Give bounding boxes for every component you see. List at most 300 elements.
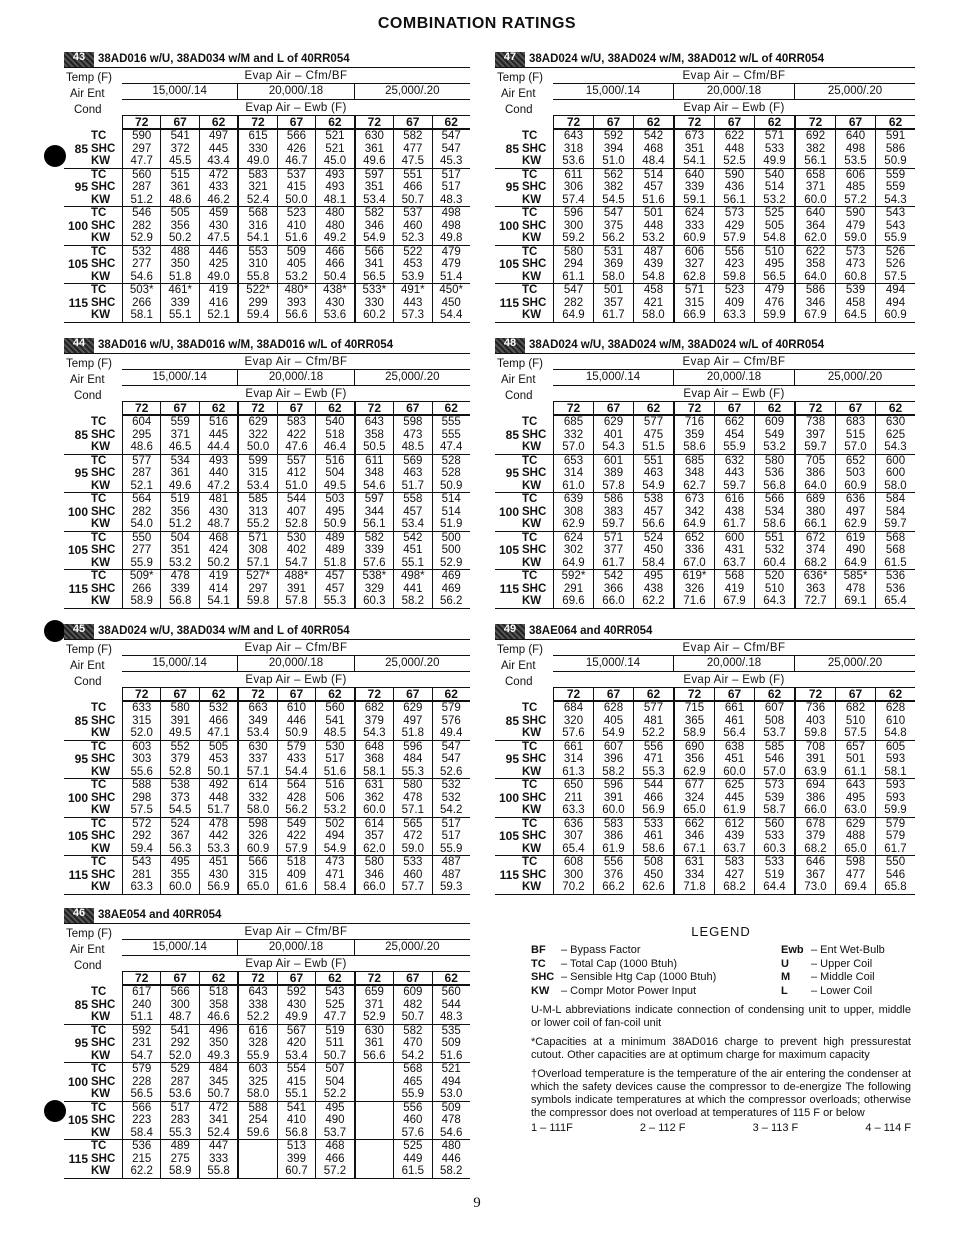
values — [123, 246, 470, 284]
value-cell: 55.3 — [633, 766, 673, 779]
value-cell — [354, 1088, 393, 1101]
temp-block — [495, 455, 915, 494]
value-cell: 51.7 — [199, 804, 237, 817]
value-cell: 603 — [237, 1063, 276, 1076]
temp-block — [64, 493, 470, 532]
air-ent-temp: 85 — [74, 713, 88, 728]
values — [554, 856, 915, 894]
value-cell: 480 — [315, 220, 353, 233]
table-grid — [495, 640, 915, 702]
temp-block — [64, 284, 470, 323]
value-cell: 450 — [633, 869, 673, 882]
value-cell: 47.6 — [277, 441, 315, 454]
value-cell: 476 — [754, 297, 794, 310]
value-cell: 48.5 — [393, 441, 431, 454]
value-cell: 678 — [794, 818, 835, 831]
row-label: TC — [91, 168, 107, 181]
value-cell: 596 — [563, 207, 584, 219]
value-cell: 53.9 — [393, 271, 431, 284]
ewb-column: 67 — [160, 972, 198, 984]
value-cell: 592 — [277, 986, 315, 999]
values — [123, 455, 470, 493]
value-cell: 43.4 — [199, 155, 237, 168]
row-label: KW — [522, 155, 542, 167]
value-cell: 622 — [714, 130, 754, 143]
cfm-header: Evap Air – Cfm/BF — [553, 354, 915, 370]
ewb-column: 67 — [393, 688, 431, 700]
value-cell: 448 — [633, 220, 673, 233]
temp-block — [495, 741, 915, 780]
value-cell: 738 — [794, 416, 835, 429]
cfm-group: 25,000/.20 — [794, 84, 915, 99]
value-cell: 421 — [633, 297, 673, 310]
value-cell: 54.1 — [237, 232, 276, 245]
value-cell: 628 — [593, 702, 633, 715]
cfm-group: 15,000/.14 — [585, 85, 641, 97]
value-cell: 420 — [277, 1037, 315, 1050]
value-cell: 636 — [563, 817, 584, 830]
value-cell: 532 — [132, 245, 152, 258]
value-cell: 519 — [754, 869, 794, 882]
temp-block — [495, 493, 915, 532]
air-ent-temp: 95 — [505, 180, 519, 195]
row-label: SHC — [91, 714, 116, 727]
value-cell: 584 — [875, 506, 915, 519]
value-cell: 430 — [199, 506, 237, 519]
value-row — [123, 856, 470, 869]
value-row — [554, 455, 915, 468]
value-cell: 498 — [432, 220, 470, 233]
value-cell: 516 — [315, 455, 353, 468]
values — [123, 1025, 470, 1063]
temp-block — [64, 169, 470, 208]
row-label: SHC — [91, 868, 116, 881]
ewb-column: 67 — [393, 116, 431, 128]
value-cell: 533 — [393, 856, 431, 869]
value-cell: 341 — [354, 258, 393, 271]
cond-label: Cond — [74, 104, 102, 116]
value-cell: 410 — [277, 220, 315, 233]
value-cell: 472 — [199, 169, 237, 182]
value-cell: 564 — [277, 779, 315, 792]
value-cell: 610 — [875, 715, 915, 728]
value-cell: 538 — [633, 493, 673, 506]
value-cell: 572 — [132, 817, 152, 830]
value-row — [123, 702, 470, 715]
value-cell: 49.3 — [199, 1050, 237, 1063]
value-cell: 52.0 — [130, 727, 153, 739]
value-cell: 356 — [673, 753, 714, 766]
value-cell: 52.2 — [315, 1088, 353, 1101]
value-cell: 593 — [875, 779, 915, 792]
value-cell: 652 — [673, 532, 714, 545]
value-cell: 682 — [354, 702, 393, 715]
value-row — [123, 207, 470, 220]
value-cell: 56.9 — [633, 804, 673, 817]
value-cell: 66.2 — [593, 881, 633, 894]
values — [123, 818, 470, 856]
header-labels — [64, 68, 122, 125]
table-title — [495, 624, 915, 640]
value-cell: 330 — [354, 297, 393, 310]
value-cell: 412 — [277, 467, 315, 480]
value-cell: 438 — [714, 506, 754, 519]
value-cell: 685 — [563, 416, 584, 428]
value-cell: 382 — [794, 143, 835, 156]
value-cell: 566 — [754, 493, 794, 506]
value-row — [123, 741, 470, 754]
row-labels — [88, 284, 123, 322]
value-cell: 692 — [794, 130, 835, 143]
value-cell: 536 — [132, 1140, 152, 1152]
value-row — [554, 284, 915, 297]
value-cell: 50.2 — [199, 557, 237, 570]
row-label: SHC — [91, 142, 116, 155]
value-cell: 690 — [673, 741, 714, 754]
value-cell: 55.9 — [432, 843, 470, 856]
value-cell: 580 — [754, 455, 794, 468]
values — [123, 986, 470, 1024]
value-row — [123, 258, 470, 271]
row-labels — [88, 130, 123, 168]
value-cell: 56.9 — [199, 881, 237, 894]
value-cell: 553 — [237, 246, 276, 259]
ewb-column: 62 — [875, 116, 915, 128]
value-cell: 661 — [563, 740, 584, 753]
value-row — [554, 869, 915, 882]
value-cell: 650 — [563, 779, 584, 791]
value-cell: 518 — [199, 986, 237, 999]
value-cell: 479 — [754, 284, 794, 297]
legend-term: KW — [531, 984, 550, 997]
value-cell: 480 — [315, 207, 353, 220]
header-labels — [64, 924, 122, 981]
table-title — [64, 52, 470, 68]
value-cell: 56.8 — [160, 595, 198, 608]
value-cell: 454 — [714, 429, 754, 442]
value-cell: 601 — [593, 455, 633, 468]
value-row — [123, 169, 470, 182]
value-cell: 673 — [673, 130, 714, 143]
value-cell: 431 — [714, 544, 754, 557]
value-cell: 63.3 — [130, 881, 153, 893]
value-cell: 502 — [315, 818, 353, 831]
value-cell: 537 — [277, 169, 315, 182]
row-label: SHC — [522, 219, 547, 232]
value-cell: 648 — [354, 741, 393, 754]
value-cell: 599 — [237, 455, 276, 468]
value-cell: 551 — [393, 169, 431, 182]
value-cell: 326 — [673, 583, 714, 596]
value-cell: 628 — [875, 702, 915, 715]
value-cell: 518 — [315, 429, 353, 442]
value-row — [123, 1102, 470, 1115]
value-cell: 386 — [593, 830, 633, 843]
value-cell: 505 — [160, 207, 198, 220]
value-cell: 332 — [563, 428, 584, 441]
value-cell: 61.6 — [277, 881, 315, 894]
value-cell: 55.3 — [315, 595, 353, 608]
cond-label: Cond — [505, 104, 533, 116]
legend-term: U — [781, 957, 789, 970]
ewb-column: 72 — [794, 116, 835, 128]
temp-block — [64, 986, 470, 1025]
value-row — [554, 506, 915, 519]
value-cell: 63.9 — [794, 766, 835, 779]
value-row — [554, 818, 915, 831]
value-cell: 46.6 — [199, 1011, 237, 1024]
value-cell: 57.2 — [315, 1165, 353, 1178]
value-cell: 501 — [633, 207, 673, 220]
value-cell: 517 — [315, 753, 353, 766]
ewb-column: 72 — [237, 972, 276, 984]
rating-table-49 — [495, 624, 915, 895]
table-grid — [495, 354, 915, 416]
value-row — [554, 702, 915, 715]
value-cell: 56.5 — [754, 271, 794, 284]
value-cell: 61.1 — [835, 766, 875, 779]
value-cell: 59.0 — [835, 232, 875, 245]
value-cell: 414 — [199, 583, 237, 596]
ewb-columns — [122, 688, 470, 702]
value-row — [123, 441, 470, 454]
value-cell: 55.1 — [393, 557, 431, 570]
value-row — [554, 181, 915, 194]
row-label: TC — [522, 817, 538, 830]
value-cell: 55.3 — [393, 766, 431, 779]
ewb-columns — [553, 116, 915, 130]
value-cell: 521 — [315, 143, 353, 156]
value-cell: 568 — [393, 1063, 431, 1076]
row-labels — [88, 532, 123, 570]
value-cell: 538 — [160, 779, 198, 792]
value-cell: 554 — [277, 1063, 315, 1076]
value-cell: 556 — [714, 246, 754, 259]
row-label: KW — [522, 804, 542, 816]
value-cell: 57.6 — [354, 557, 393, 570]
value-cell: 375 — [593, 220, 633, 233]
value-cell: 493 — [315, 169, 353, 182]
value-cell: 484 — [199, 1063, 237, 1076]
value-cell: 338 — [237, 999, 276, 1012]
value-cell: 56.5 — [130, 1088, 153, 1100]
value-row — [554, 830, 915, 843]
value-cell: 49.6 — [160, 480, 198, 493]
row-labels — [88, 493, 123, 531]
value-row — [123, 181, 470, 194]
value-cell: 54.5 — [593, 194, 633, 207]
value-cell: 228 — [132, 1075, 152, 1088]
value-cell: 62.2 — [633, 595, 673, 608]
value-cell: 54.3 — [875, 441, 915, 454]
value-cell: 606 — [835, 169, 875, 182]
ewb-column: 72 — [354, 688, 393, 700]
values — [123, 741, 470, 779]
value-cell: 51.6 — [432, 1050, 470, 1063]
row-label: SHC — [522, 142, 547, 155]
value-cell: 351 — [354, 181, 393, 194]
value-cell: 643 — [237, 986, 276, 999]
value-cell: 472 — [199, 1102, 237, 1115]
value-cell: 291 — [563, 582, 584, 595]
value-cell: 491* — [393, 284, 431, 297]
value-cell: 56.2 — [277, 804, 315, 817]
value-cell: 56.6 — [633, 518, 673, 531]
value-cell: 54.5 — [160, 804, 198, 817]
row-labels — [519, 702, 554, 740]
value-cell: 510 — [754, 583, 794, 596]
value-cell: 509 — [432, 1037, 470, 1050]
value-cell: 592 — [593, 130, 633, 143]
row-label: TC — [91, 702, 107, 714]
value-cell: 65.8 — [875, 881, 915, 894]
value-cell: 543 — [315, 986, 353, 999]
value-cell: 584 — [875, 493, 915, 506]
value-cell: 57.7 — [393, 881, 431, 894]
values — [554, 455, 915, 493]
row-label: TC — [522, 130, 538, 142]
value-cell: 69.1 — [835, 595, 875, 608]
value-cell: 401 — [593, 429, 633, 442]
rating-table-44 — [64, 338, 470, 609]
value-cell: 603 — [132, 740, 152, 753]
value-cell: 685 — [673, 455, 714, 468]
value-cell: 495 — [315, 1102, 353, 1115]
value-cell: 716 — [673, 416, 714, 429]
value-cell: 461 — [633, 830, 673, 843]
row-label: KW — [91, 1165, 111, 1177]
value-cell: 51.6 — [277, 232, 315, 245]
value-cell: 580 — [563, 245, 584, 258]
ewb-column: 67 — [593, 116, 633, 128]
value-row — [123, 155, 470, 168]
value-cell — [237, 1140, 276, 1153]
value-cell: 316 — [237, 220, 276, 233]
value-row — [554, 441, 915, 454]
air-ent-temp: 115 — [68, 1151, 88, 1166]
value-row — [123, 1076, 470, 1089]
values — [123, 702, 470, 740]
value-cell: 357 — [593, 297, 633, 310]
value-cell: 505 — [199, 741, 237, 754]
ewb-column: 67 — [277, 402, 315, 414]
value-row — [554, 727, 915, 740]
value-cell: 547 — [432, 753, 470, 766]
value-cell: 547 — [432, 143, 470, 156]
value-cell: 639 — [563, 493, 584, 505]
value-row — [554, 741, 915, 754]
row-label: TC — [91, 779, 107, 791]
value-cell: 364 — [794, 220, 835, 233]
value-cell: 55.8 — [199, 1165, 237, 1178]
value-cell: 615 — [237, 130, 276, 143]
value-cell: 56.3 — [160, 843, 198, 856]
value-cell: 566 — [277, 130, 315, 143]
value-cell: 526 — [875, 258, 915, 271]
value-cell: 53.4 — [277, 1050, 315, 1063]
values — [554, 779, 915, 817]
row-label: SHC — [91, 830, 116, 842]
value-cell: 348 — [354, 467, 393, 480]
value-cell: 60.0 — [794, 194, 835, 207]
value-cell: 67.9 — [794, 309, 835, 322]
value-cell: 579 — [432, 702, 470, 715]
ewb-column: 67 — [835, 402, 875, 414]
value-cell: 629 — [593, 416, 633, 429]
value-cell — [354, 1127, 393, 1140]
value-cell: 51.1 — [130, 1011, 153, 1023]
value-cell: 55.9 — [714, 441, 754, 454]
value-cell: 57.6 — [562, 727, 585, 739]
value-cell: 583 — [277, 416, 315, 429]
value-cell: 397 — [794, 429, 835, 442]
legend-def: – Compr Motor Power Input — [561, 984, 697, 997]
value-cell: 438 — [633, 583, 673, 596]
value-cell: 525 — [393, 1140, 431, 1153]
value-cell: 58.0 — [593, 271, 633, 284]
value-row — [123, 843, 470, 856]
value-cell: 355 — [160, 869, 198, 882]
value-cell: 67.9 — [714, 595, 754, 608]
row-label: KW — [522, 309, 542, 321]
value-cell: 445 — [199, 429, 237, 442]
value-cell: 365 — [673, 715, 714, 728]
value-row — [554, 258, 915, 271]
values — [554, 246, 915, 284]
value-row — [123, 1025, 470, 1038]
value-cell: 47.7 — [130, 155, 153, 167]
value-cell: 689 — [794, 493, 835, 506]
value-cell: 47.5 — [199, 232, 237, 245]
value-cell: 63.0 — [835, 804, 875, 817]
row-labels — [88, 741, 123, 779]
value-cell: 504 — [315, 467, 353, 480]
value-cell: 327 — [673, 258, 714, 271]
ewb-column: 72 — [354, 116, 393, 128]
value-cell: 430 — [199, 220, 237, 233]
value-cell: 332 — [237, 792, 276, 805]
row-label: TC — [522, 740, 538, 753]
value-cell: 52.3 — [393, 232, 431, 245]
value-cell: 55.3 — [160, 1127, 198, 1140]
value-cell: 60.9 — [835, 480, 875, 493]
value-cell: 546 — [754, 753, 794, 766]
value-cell: 422 — [277, 830, 315, 843]
value-cell: 487 — [432, 869, 470, 882]
value-cell: 54.4 — [432, 309, 470, 322]
value-cell: 55.1 — [277, 1088, 315, 1101]
value-cell: 51.8 — [393, 727, 431, 740]
value-cell: 379 — [160, 753, 198, 766]
value-cell: 49.9 — [277, 1011, 315, 1024]
value-cell: 52.5 — [714, 155, 754, 168]
row-label: SHC — [522, 505, 547, 518]
value-cell: 346 — [354, 869, 393, 882]
row-label: SHC — [522, 830, 547, 842]
row-label: KW — [91, 193, 111, 206]
temp-block — [64, 1102, 470, 1141]
value-cell: 527* — [237, 570, 276, 583]
temp-block — [495, 246, 915, 285]
value-cell: 49.6 — [354, 155, 393, 168]
value-cell: 438* — [315, 284, 353, 297]
value-cell: 569 — [393, 455, 431, 468]
value-cell: 517 — [432, 830, 470, 843]
table-number-badge: 46 — [64, 908, 94, 924]
value-cell: 609 — [393, 986, 431, 999]
value-cell: 394 — [593, 143, 633, 156]
value-cell: 281 — [132, 868, 152, 881]
